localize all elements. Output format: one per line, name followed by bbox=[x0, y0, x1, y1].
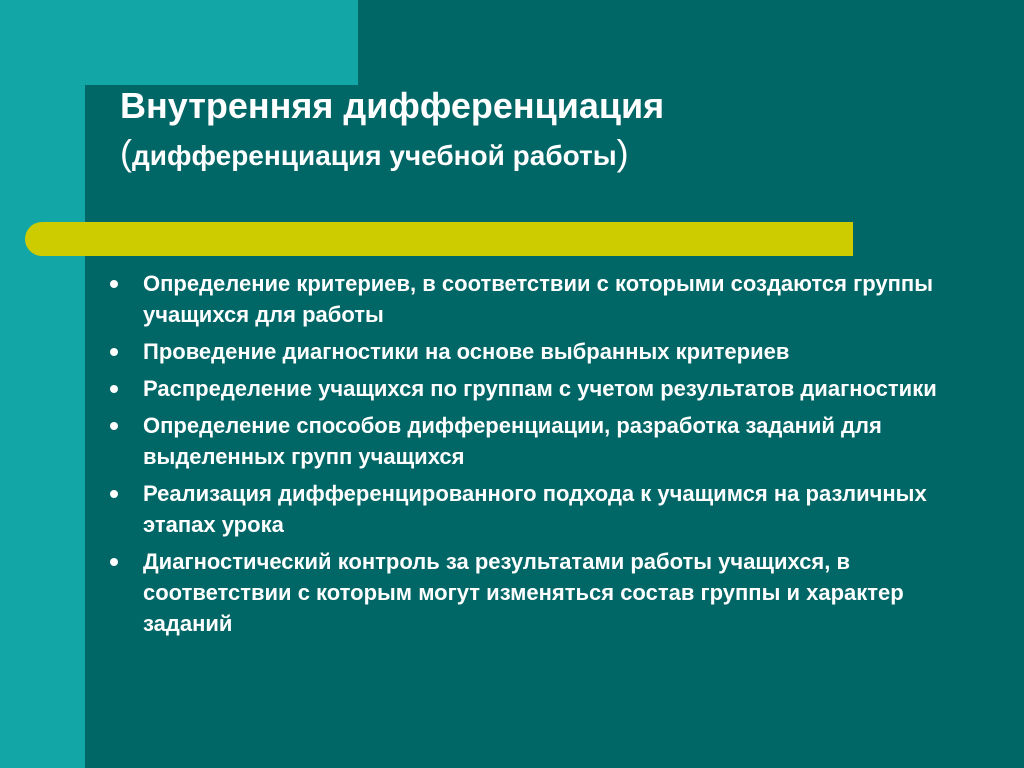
bullet-dot-icon bbox=[110, 348, 118, 356]
bullet-dot-icon bbox=[110, 280, 118, 288]
slide-title bbox=[120, 82, 920, 179]
bullet-item bbox=[100, 410, 970, 472]
title-open-paren: ( bbox=[120, 132, 132, 173]
bullet-item bbox=[100, 373, 970, 404]
bullet-list bbox=[100, 268, 970, 645]
title-line-1: Внутренняя дифференциация bbox=[120, 85, 665, 126]
decorative-left-panel bbox=[0, 85, 85, 768]
decorative-top-panel bbox=[0, 0, 358, 85]
bullet-item bbox=[100, 546, 970, 639]
title-line-2 bbox=[120, 130, 920, 179]
bullet-text: Распределение учащихся по группам с учетом результатов диагностики bbox=[143, 376, 937, 401]
bullet-text: Реализация дифференцированного подхода к учащимся на различных этапах урока bbox=[143, 481, 927, 537]
bullet-dot-icon bbox=[110, 422, 118, 430]
bullet-dot-icon bbox=[110, 490, 118, 498]
bullet-text: Определение критериев, в соответствии с которыми создаются группы учащихся для работы bbox=[143, 271, 933, 327]
bullet-text: Проведение диагностики на основе выбранных критериев bbox=[143, 339, 790, 364]
bullet-item bbox=[100, 336, 970, 367]
accent-bar bbox=[25, 222, 853, 256]
bullet-item bbox=[100, 268, 970, 330]
title-subtitle-text: дифференциация учебной работы bbox=[132, 140, 617, 171]
bullet-item bbox=[100, 478, 970, 540]
bullet-text: Определение способов дифференциации, разработка заданий для выделенных групп учащихся bbox=[143, 413, 882, 469]
bullet-dot-icon bbox=[110, 385, 118, 393]
title-close-paren: ) bbox=[616, 132, 629, 173]
bullet-text: Диагностический контроль за результатами работы учащихся, в соответствии с которым могут изменяться состав группы и характер заданий bbox=[143, 549, 904, 636]
bullet-dot-icon bbox=[110, 558, 118, 566]
